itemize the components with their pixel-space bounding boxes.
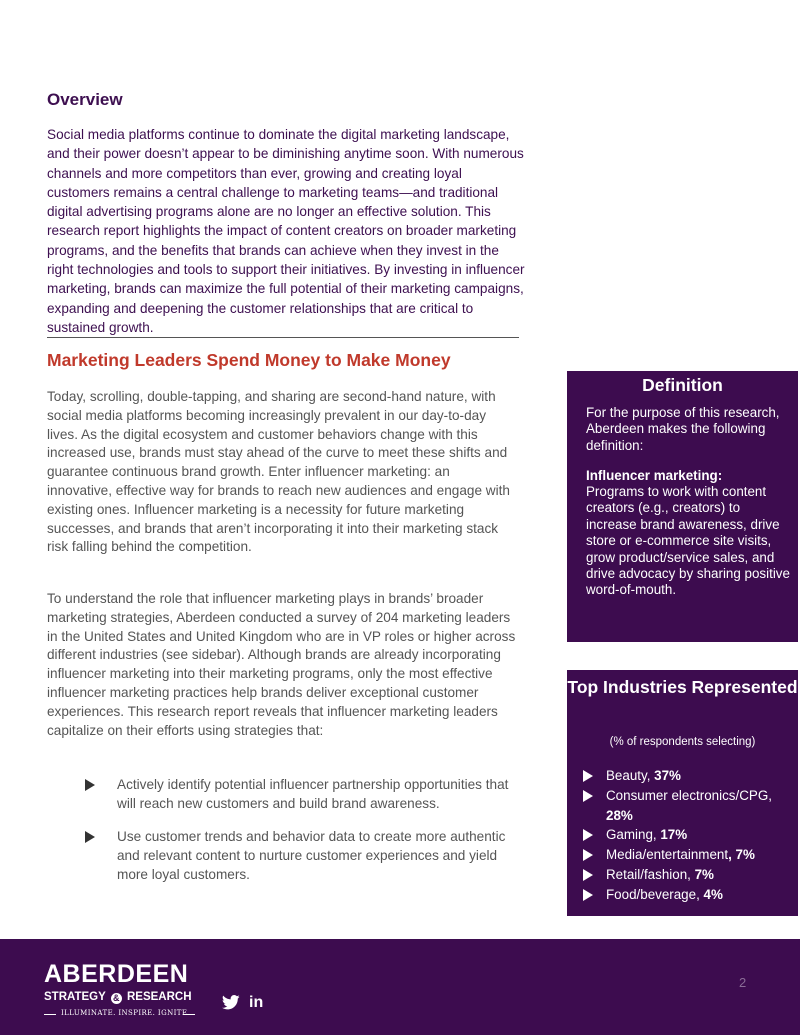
- industry-value: 17%: [660, 827, 688, 843]
- logo-tagline: ILLUMINATE. INSPIRE. IGNITE.: [61, 1009, 190, 1017]
- bullet-arrow-icon: [85, 831, 95, 843]
- definition-body: Programs to work with content creators (e.g., creators) to increase brand awareness, drive store or e-commerce site visits, grow product/service sales, and drive advocacy by sharing positive word-of-mouth.: [586, 484, 790, 598]
- industry-name: Food/beverage: [606, 886, 697, 902]
- logo-tagline-row: [44, 1009, 195, 1019]
- industry-value: 7%: [735, 847, 755, 863]
- section-divider: [47, 337, 519, 338]
- linkedin-icon[interactable]: in: [249, 994, 264, 1011]
- bullet-item: [85, 828, 515, 884]
- bullet-arrow-icon: [583, 829, 593, 841]
- industries-list: [582, 766, 794, 905]
- industry-value: 7%: [694, 866, 714, 882]
- definition-intro: For the purpose of this research, Aberdeen makes the following definition:: [586, 405, 780, 453]
- body-paragraph: Today, scrolling, double-tapping, and sharing are second-hand nature, with social media platforms becoming increasingly prevalent in our day-to-day lives. As the digital ecosystem and customer behaviors change with this increased use, brands must stay ahead of the curve to meet these shifts and guarantee continuous brand growth. Enter influencer marketing: an innovative, effective way for brands to reach new audiences and engage with existing ones. Influencer marketing is a necessity for future marketing successes, and brands that aren’t incorporating it into their marketing stack risk falling behind the competition.: [47, 389, 510, 555]
- industry-value: 28%: [606, 807, 633, 823]
- industry-item: Beauty, 37%: [582, 766, 794, 786]
- bullet-arrow-icon: [583, 790, 593, 802]
- logo-subtitle: [44, 991, 192, 1004]
- definition-term: Influencer marketing:: [586, 468, 723, 483]
- page-footer: [0, 939, 800, 1035]
- body-paragraph: To understand the role that influencer marketing plays in brands’ broader marketing strategies, Aberdeen conducted a survey of 204 marketing leaders in the United States and United Kingdom who are in VP roles or higher across different industries (see sidebar). Although brands are already incorporating influencer marketing into their marketing programs, only the most effective influencer marketing practices help brands deliver exceptional customer experiences. This research report reveals that influencer marketing leaders capitalize on their efforts using strategies that:: [47, 591, 516, 738]
- industry-name: Beauty: [606, 768, 647, 783]
- overview-heading: Overview: [47, 90, 123, 109]
- page-number: 2: [739, 975, 747, 990]
- industry-item: Media/entertainment, 7%: [582, 845, 794, 865]
- industry-value: 37%: [654, 768, 681, 783]
- tagline-rule: [44, 1014, 56, 1015]
- bullet-arrow-icon: [583, 849, 593, 861]
- industry-name: Media/entertainment: [606, 847, 729, 863]
- definition-title: Definition: [642, 375, 723, 395]
- bullet-arrow-icon: [583, 889, 593, 901]
- bullet-arrow-icon: [583, 869, 593, 881]
- bullet-arrow-icon: [583, 770, 593, 782]
- industry-name: Retail/fashion: [606, 866, 688, 882]
- bullet-arrow-icon: [85, 779, 95, 791]
- industry-name: Gaming: [606, 827, 653, 843]
- industry-item: Food/beverage, 4%: [582, 885, 794, 905]
- top-industries-sidebar: [567, 670, 798, 916]
- logo-sub-right: RESEARCH: [126, 991, 192, 1003]
- logo-mark-icon: &: [111, 993, 122, 1004]
- definition-sidebar: [567, 371, 798, 642]
- bullet-item: [85, 776, 515, 814]
- industry-name: Consumer electronics/CPG: [606, 787, 769, 803]
- industry-item: Consumer electronics/CPG, 28%: [582, 786, 794, 826]
- industries-subtitle: (% of respondents selecting): [609, 736, 756, 748]
- industries-title: Top Industries Represented: [567, 677, 798, 697]
- aberdeen-logo: ABERDEEN: [44, 960, 189, 988]
- bullet-text: Use customer trends and behavior data to create more authentic and relevant content to nurture customer experiences and yield more loyal customers.: [117, 829, 506, 882]
- bullet-text: Actively identify potential influencer partnership opportunities that will reach new customers and build brand awareness.: [117, 777, 509, 811]
- overview-paragraph: Social media platforms continue to dominate the digital marketing landscape, and their power doesn’t appear to be diminishing anytime soon. With numerous channels and more competitors than ever, growing and creating loyal customers remains a central challenge to marketing teams—and traditional digital advertising programs alone are no longer an effective solution. This research report highlights the impact of content creators on broader marketing programs, and the benefits that brands can achieve when they invest in the right technologies and tools to support their initiatives. By investing in influencer marketing, brands can maximize the full potential of their marketing campaigns, expanding and deepening the customer relationships that are critical to sustained growth.: [47, 127, 525, 335]
- industry-item: Gaming, 17%: [582, 825, 794, 845]
- logo-sub-left: STRATEGY: [44, 991, 106, 1003]
- tagline-rule: [183, 1014, 195, 1015]
- industry-item: Retail/fashion, 7%: [582, 865, 794, 885]
- industry-value: 4%: [703, 886, 723, 902]
- section-heading: Marketing Leaders Spend Money to Make Money: [47, 350, 451, 370]
- twitter-icon[interactable]: [222, 995, 240, 1010]
